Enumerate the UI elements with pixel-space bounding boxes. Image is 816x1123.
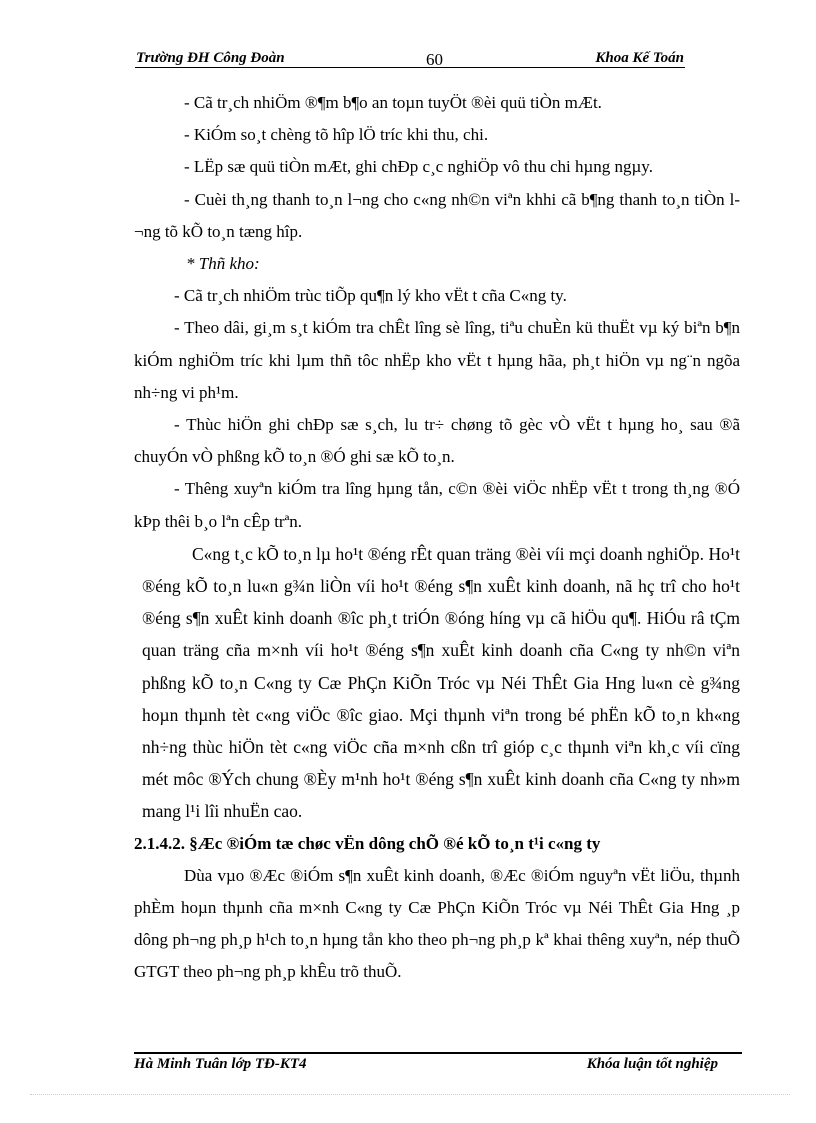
- header-rule: [135, 67, 685, 68]
- page-edge-dotted-line: [30, 1094, 790, 1095]
- header-department: Khoa Kế Toán: [595, 50, 684, 66]
- paragraph-2: - KiÓm so¸t chèng tõ hîp lÖ tríc khi thu, chi.: [184, 125, 489, 145]
- paragraph-3: - LËp sæ quü tiÒn mÆt, ghi chÐp c¸c nghiÖp vô thu chi hµng ngµy.: [184, 157, 653, 177]
- paragraph-4: - Cuèi th¸ng thanh to¸n l¬ng cho c«ng nh©n viªn khhi cã b¶ng thanh to¸n tiÒn l¬ng tõ kÕ to¸n tæng hîp.: [134, 189, 740, 241]
- paragraph-7: - Theo dâi, gi¸m s¸t kiÓm tra chÊt lîng sè lîng, tiªu chuÈn kü thuËt vµ ký biªn b¶n kiÓm nghiÖm tríc khi lµm thñ tôc nhËp kho vËt t hµng hãa, ph¸t hiÖn vµ ng¨n ngõa nh÷ng vi ph¹m.: [134, 318, 740, 402]
- paragraph-10: C«ng t¸c kÕ to¸n lµ ho¹t ®éng rÊt quan träng ®èi víi mçi doanh nghiÖp. Ho¹t ®éng kÕ to¸n lu«n g¾n liÒn víi ho¹t ®éng s¶n xuÊt kinh doanh, nã hç trî cho ho¹t ®éng s¶n xuÊt kinh doanh ®îc ph¸t triÓn ®óng híng vµ cã hiÖu qu¶. HiÓu râ tÇm quan träng cña m×nh víi ho¹t ®éng s¶n xuÊt kinh doanh cña C«ng ty nh©n viªn phßng kÕ to¸n C«ng ty Cæ PhÇn KiÕn Tróc vµ Néi ThÊt Gia Hng lu«n cè g¾ng hoµn thµnh tèt c«ng viÖc ®îc giao. Mçi thµnh viªn trong bé phËn kÕ to¸n kh«ng nh÷ng thùc hiÖn tèt c«ng viÖc cña m×nh cßn trî gióp c¸c thµnh viªn kh¸c víi cïng mét môc ®Ých chung ®Èy m¹nh ho¹t ®éng s¶n xuÊt kinh doanh cña C«ng ty nh»m mang l¹i lîi nhuËn cao.: [142, 543, 740, 822]
- paragraph-1: - Cã tr¸ch nhiÖm ®¶m b¶o an toµn tuyÖt ®èi quü tiÒn mÆt.: [184, 93, 602, 112]
- footer-rule: [134, 1052, 742, 1054]
- page-header: [136, 48, 684, 72]
- paragraph-9: - Thêng xuyªn kiÓm tra lîng hµng tån, c©n ®èi viÖc nhËp vËt t trong th¸ng ®Ó kÞp thêi b¸o lªn cÊp trªn.: [134, 479, 740, 531]
- page-footer: [134, 1056, 718, 1078]
- paragraph-11: Dùa vµo ®Æc ®iÓm s¶n xuÊt kinh doanh, ®Æc ®iÓm nguyªn vËt liÖu, thµnh phÈm hoµn thµnh cña m×nh C«ng ty Cæ PhÇn KiÕn Tróc vµ Néi ThÊt Gia Hng ¸p dông ph¬ng ph¸p h¹ch to¸n hµng tån kho theo ph¬ng ph¸p kª khai thêng xuyªn, nép thuÕ GTGT theo ph¬ng ph¸p khÊu trõ thuÕ.: [134, 865, 740, 982]
- document-body: [134, 87, 740, 989]
- header-school: Trường ĐH Công Đoàn: [136, 50, 285, 66]
- paragraph-8: - Thùc hiÖn ghi chÐp sæ s¸ch, lu tr÷ chøng tõ gèc vÒ vËt t hµng ho¸ sau ®ã chuyÓn vÒ phßng kÕ to¸n ®Ó ghi sæ kÕ to¸n.: [134, 415, 740, 467]
- footer-author: Hà Minh Tuân lớp TĐ-KT4: [134, 1056, 307, 1072]
- section-label-thu-kho: * Thñ kho:: [186, 254, 260, 274]
- paragraph-6: - Cã tr¸ch nhiÖm trùc tiÕp qu¶n lý kho vËt t cña C«ng ty.: [174, 286, 567, 306]
- section-heading: 2.1.4.2. §Æc ®iÓm tæ chøc vËn dông chÕ ®é kÕ to¸n t¹i c«ng ty: [134, 833, 601, 853]
- page-number: 60: [426, 50, 443, 69]
- footer-thesis: Khóa luận tốt nghiệp: [586, 1056, 718, 1072]
